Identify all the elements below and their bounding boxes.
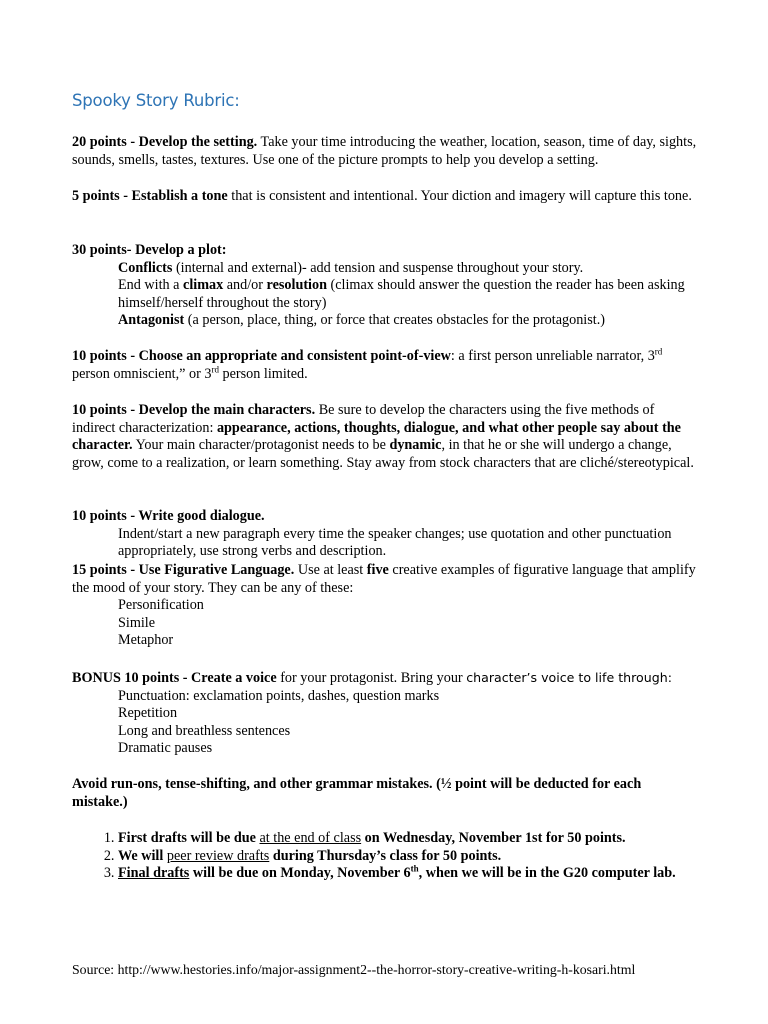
plot-antagonist: Antagonist (a person, place, thing, or force that creates obstacles for the protagonist.) xyxy=(118,312,605,329)
list-item: Repetition xyxy=(118,705,178,722)
tone-criterion: 5 points - Establish a tone that is consistent and intentional. Your diction and imagery will capture this tone. xyxy=(72,188,692,204)
figurative-criterion xyxy=(72,562,700,650)
due-dates-list xyxy=(72,830,746,883)
dialogue-criterion xyxy=(72,508,700,561)
setting-criterion: 20 points - Develop the setting. Take your time introducing the weather, location, season, time of day, sights, sounds, smells, tastes, textures. Use one of the picture prompts to help you develop a setting. xyxy=(72,134,697,168)
source-citation: Source: http://www.hestories.info/major-assignment2--the-horror-story-creative-writing-h-kosari.html xyxy=(72,962,636,977)
list-item: Simile xyxy=(118,614,156,631)
list-item: Punctuation: exclamation points, dashes, question marks xyxy=(118,687,440,704)
characters-criterion: 10 points - Develop the main characters. Be sure to develop the characters using the five methods of indirect characterization: appearance, actions, thoughts, dialogue, and what other people say about the character. Your main character/protagonist needs to be dynamic, in that he or she will undergo a change, grow, come to a realization, or learn something. Stay away from stock characters that are cliché/stereotypical. xyxy=(72,402,694,471)
grammar-note: Avoid run-ons, tense-shifting, and other grammar mistakes. (½ point will be deducted for each mistake.) xyxy=(72,776,642,810)
pov-criterion: 10 points - Choose an appropriate and consistent point-of-view: a first person unreliable narrator, 3rd person omniscient,” or 3rd person limited. xyxy=(72,346,663,382)
list-item: Long and breathless sentences xyxy=(118,722,291,739)
plot-conflicts: Conflicts (internal and external)- add tension and suspense throughout your story. xyxy=(118,259,584,276)
page-title: Spooky Story Rubric: xyxy=(72,91,240,110)
figurative-text: 15 points - Use Figurative Language. Use at least five creative examples of figurative language that amplify the mood of your story. They can be any of these: xyxy=(72,562,696,596)
plot-heading: 30 points- Develop a plot: xyxy=(72,242,227,258)
dialogue-text: Indent/start a new paragraph every time the speaker changes; use quotation and other punctuation appropriately, use strong verbs and description. xyxy=(118,525,672,560)
list-item: Personification xyxy=(118,597,204,614)
bonus-text: BONUS 10 points - Create a voice for your protagonist. Bring your character’s voice to life through: xyxy=(72,670,672,686)
list-item: 1. First drafts will be due at the end of class on Wednesday, November 1st for 50 points. xyxy=(118,830,746,848)
list-item: 2. We will peer review drafts during Thursday’s class for 50 points. xyxy=(118,848,746,866)
plot-climax: End with a climax and/or resolution (climax should answer the question the reader has been asking himself/herself throughout the story) xyxy=(118,277,685,311)
dialogue-heading: 10 points - Write good dialogue. xyxy=(72,508,265,524)
list-item: Dramatic pauses xyxy=(118,740,213,757)
list-item: 3. Final drafts will be due on Monday, November 6th, when we will be in the G20 computer lab. xyxy=(118,865,746,883)
list-item: Metaphor xyxy=(118,632,174,649)
plot-criterion xyxy=(72,242,700,330)
bonus-criterion xyxy=(72,669,700,758)
